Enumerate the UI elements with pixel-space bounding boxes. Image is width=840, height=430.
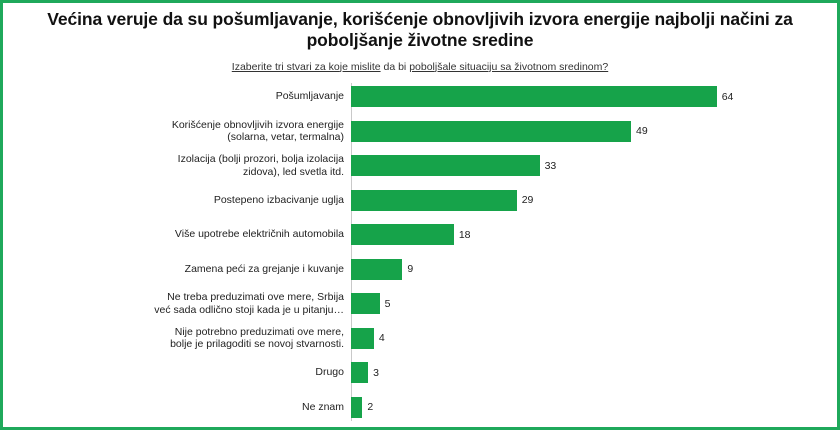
bar-category-label-line: Postepeno izbacivanje uglja (213, 193, 344, 206)
bar-category-label-line: Zamena peći za grejanje i kuvanje (184, 262, 344, 275)
bar-category-label (3, 194, 351, 207)
bar-row (3, 255, 837, 283)
bar-value-label: 9 (407, 263, 414, 276)
bar-value-label: 2 (367, 401, 374, 414)
subtitle-question: poboljšale situaciju sa životnom sredinom? (409, 60, 609, 73)
bar-category-label (3, 401, 351, 414)
title-block (3, 3, 837, 73)
bar-category-label (3, 326, 351, 351)
subtitle-mid: da bi (380, 60, 410, 73)
bar-category-label-line: Ne znam (301, 400, 344, 413)
bar-value-label: 49 (636, 125, 648, 138)
bar-category-label (3, 366, 351, 379)
chart-subtitle (17, 61, 823, 73)
bar-track (351, 83, 837, 111)
bar-category-label (3, 119, 351, 144)
bar-row (3, 393, 837, 421)
bar-category-label (3, 263, 351, 276)
bar-row (3, 324, 837, 352)
bar (351, 121, 631, 142)
bar-value-label: 29 (521, 194, 534, 207)
bar-category-label (3, 153, 351, 178)
bar-category-label-line: Više upotrebe električnih automobila (174, 228, 344, 241)
bar-category-label-line: Izolacija (bolji prozori, bolja izolacija (177, 153, 344, 166)
bar (351, 362, 368, 383)
bar-category-label-line: Korišćenje obnovljivih izvora energije (171, 118, 344, 131)
bar-category-label-line: Drugo (315, 366, 344, 379)
bar-category-label-line: Pošumljavanje (275, 90, 344, 103)
bar-value-label: 3 (373, 366, 379, 379)
bar-row (3, 221, 837, 249)
bar-value-label: 4 (378, 332, 385, 345)
bar-value-label: 5 (384, 297, 391, 310)
bar-row (3, 186, 837, 214)
bar-category-label (3, 90, 351, 103)
bar-track (351, 290, 837, 318)
bar (351, 259, 402, 280)
bar-category-label-line: (solarna, vetar, termalna) (227, 131, 344, 144)
bar-value-label: 18 (458, 228, 471, 241)
bar-row (3, 290, 837, 318)
bar-track (351, 221, 837, 249)
bar-row (3, 117, 837, 145)
bar-row (3, 83, 837, 111)
bar-value-label: 64 (721, 90, 734, 103)
bar-value-label: 33 (544, 159, 557, 172)
bar-track (351, 255, 837, 283)
bar-row (3, 359, 837, 387)
bar (351, 190, 517, 211)
subtitle-prefix: Izaberite tri stvari za koje mislite (231, 60, 381, 73)
bar-category-label-line: zidova), led svetla itd. (243, 165, 344, 178)
bar (351, 86, 717, 107)
bar (351, 155, 540, 176)
bar (351, 397, 362, 418)
page-title: Većina veruje da su pošumljavanje, korišćenje obnovljivih izvora energije najbolji načini za poboljšanje životne sredine (47, 9, 793, 51)
bar (351, 224, 454, 245)
bar-track (351, 324, 837, 352)
bar-category-label (3, 228, 351, 241)
bar-row (3, 152, 837, 180)
bar-chart (3, 83, 837, 422)
bar-track (351, 359, 837, 387)
bar-category-label (3, 291, 351, 316)
bar-track (351, 117, 837, 145)
bar-category-label-line: bolje je prilagoditi se novoj stvarnosti. (170, 338, 344, 351)
bar-category-label-line: Nije potrebno preduzimati ove mere, (174, 325, 344, 338)
bar-category-label-line: Ne treba preduzimati ove mere, Srbija (167, 291, 344, 304)
bar (351, 328, 374, 349)
bar-category-label-line: već sada odlično stoji kada je u pitanju… (154, 303, 344, 316)
bar-track (351, 152, 837, 180)
bar (351, 293, 380, 314)
bar-track (351, 186, 837, 214)
bar-track (351, 393, 837, 421)
